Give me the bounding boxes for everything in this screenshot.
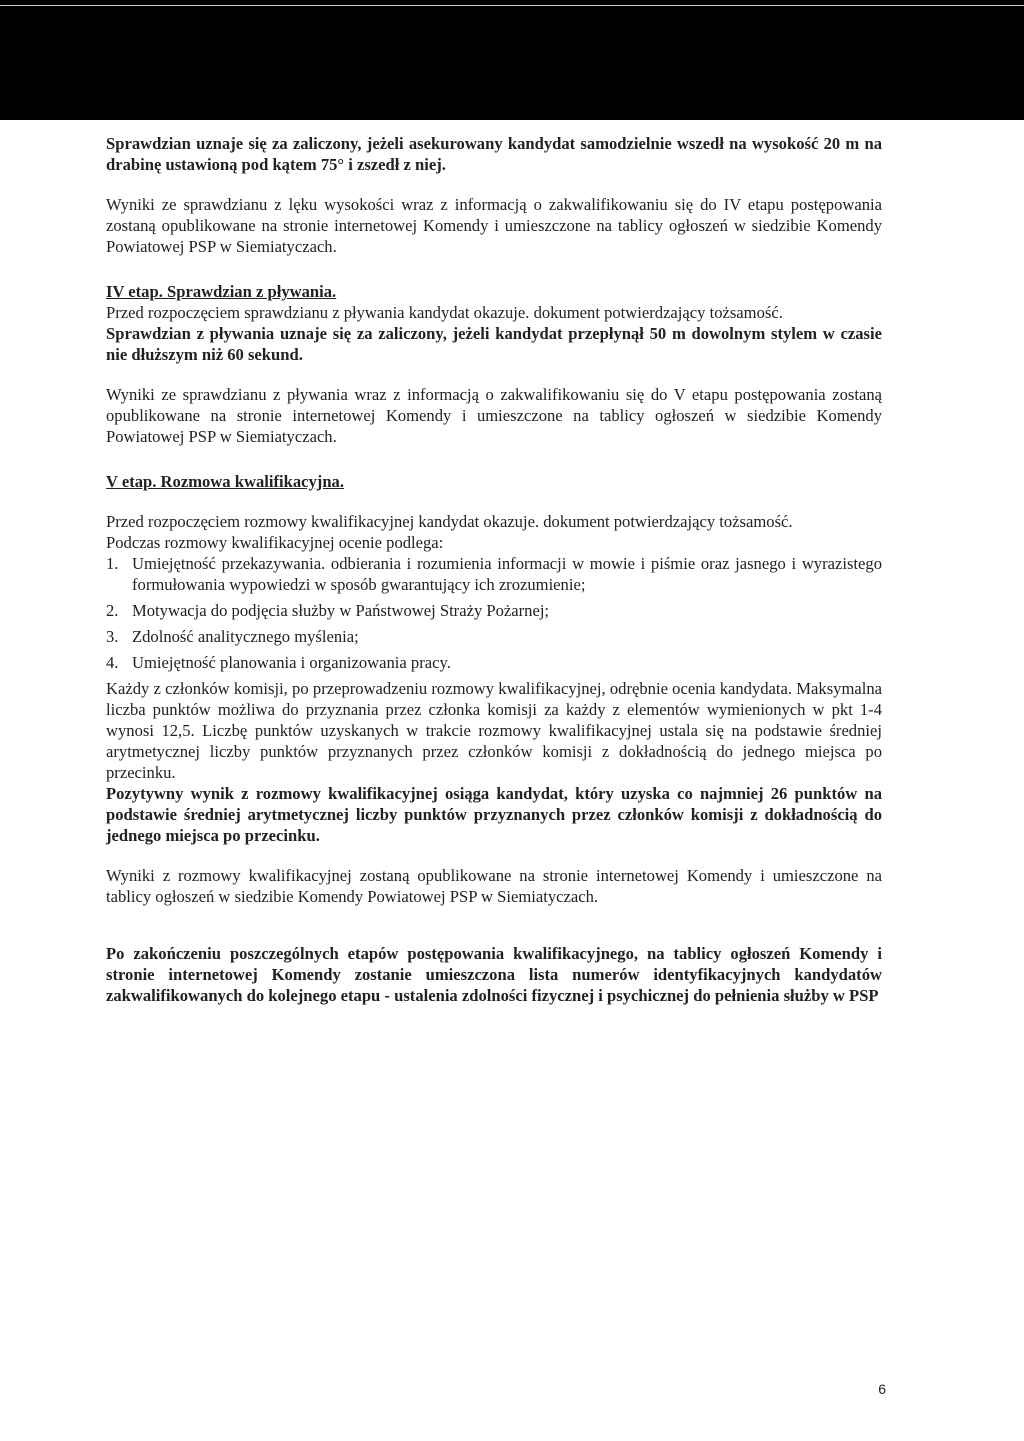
stage5-heading: V etap. Rozmowa kwalifikacyjna. xyxy=(106,472,344,491)
stage4-results-paragraph: Wyniki ze sprawdzianu z pływania wraz z informacją o zakwalifikowaniu się do V etapu postępowania zostaną opublikowane na stronie internetowej Komendy i umieszczone na tablicy ogłoszeń w siedzibie Komendy Powiatowej PSP w Siemiatyczach. xyxy=(106,385,882,446)
stage5-id-paragraph: Przed rozpoczęciem rozmowy kwalifikacyjnej kandydat okazuje. dokument potwierdzający tożsamość. xyxy=(106,512,793,531)
stage4-pass-criteria: Sprawdzian z pływania uznaje się za zaliczony, jeżeli kandydat przepłynął 50 m dowolnym stylem w czasie nie dłuższym niż 60 sekund. xyxy=(106,324,882,364)
stage4-id-paragraph: Przed rozpoczęciem sprawdzianu z pływania kandydat okazuje. dokument potwierdzający tożsamość. xyxy=(106,303,783,322)
scan-header-strip xyxy=(0,0,1024,120)
list-item: 4. Umiejętność planowania i organizowania pracy. xyxy=(106,653,451,672)
page-number: 6 xyxy=(878,1381,886,1397)
scan-top-edge xyxy=(0,0,1024,6)
list-item: 3. Zdolność analitycznego myślenia; xyxy=(106,627,359,646)
height-test-pass-criteria: Sprawdzian uznaje się za zaliczony, jeżeli asekurowany kandydat samodzielnie wszedł na wysokość 20 m na drabinę ustawioną pod kątem 75° i zszedł z niej. xyxy=(106,134,882,174)
list-item: 1. Umiejętność przekazywania. odbierania i rozumienia informacji w mowie i piśmie oraz jasnego i wyrazistego formułowania wypowiedzi w sposób gwarantujący ich zrozumienie; xyxy=(106,554,882,594)
positive-result-paragraph: Pozytywny wynik z rozmowy kwalifikacyjnej osiąga kandydat, który uzyska co najmniej 26 punktów na podstawie średniej arytmetycznej liczby punktów przyznanych przez członków komisji z dokładnością do jednego miejsca po przecinku. xyxy=(106,784,882,845)
closing-paragraph: Po zakończeniu poszczególnych etapów postępowania kwalifikacyjnego, na tablicy ogłoszeń Komendy i stronie internetowej Komendy zostanie umieszczona lista numerów identyfikacyjnych kandydatów zakwalifikowanych do kolejnego etapu - ustalenia zdolności fizycznej i psychicznej do pełnienia służby w PSP xyxy=(106,944,882,1005)
stage4-heading: IV etap. Sprawdzian z pływania. xyxy=(106,282,337,301)
assessment-criteria-list xyxy=(106,553,882,673)
list-item: 2. Motywacja do podjęcia służby w Państwowej Straży Pożarnej; xyxy=(106,601,550,620)
stage5-assessment-intro: Podczas rozmowy kwalifikacyjnej ocenie podlega: xyxy=(106,533,444,552)
interview-results-paragraph: Wyniki z rozmowy kwalifikacyjnej zostaną opublikowane na stronie internetowej Komendy i umieszczone na tablicy ogłoszeń w siedzibie Komendy Powiatowej PSP w Siemiatyczach. xyxy=(106,866,882,906)
scoring-paragraph: Każdy z członków komisji, po przeprowadzeniu rozmowy kwalifikacyjnej, odrębnie ocenia kandydata. Maksymalna liczba punktów możliwa do przyznania przez członka komisji za każdy z elementów wymienionych w pkt 1-4 wynosi 12,5. Liczbę punktów uzyskanych w trakcie rozmowy kwalifikacyjnej ustala się na podstawie średniej arytmetycznej liczby punktów przyznanych przez członków komisji z dokładnością do jednego miejsca po przecinku. xyxy=(106,679,882,782)
page-body xyxy=(106,133,882,1006)
height-test-results-paragraph: Wyniki ze sprawdzianu z lęku wysokości wraz z informacją o zakwalifikowaniu się do IV etapu postępowania zostaną opublikowane na stronie internetowej Komendy i umieszczone na tablicy ogłoszeń w siedzibie Komendy Powiatowej PSP w Siemiatyczach. xyxy=(106,195,882,256)
